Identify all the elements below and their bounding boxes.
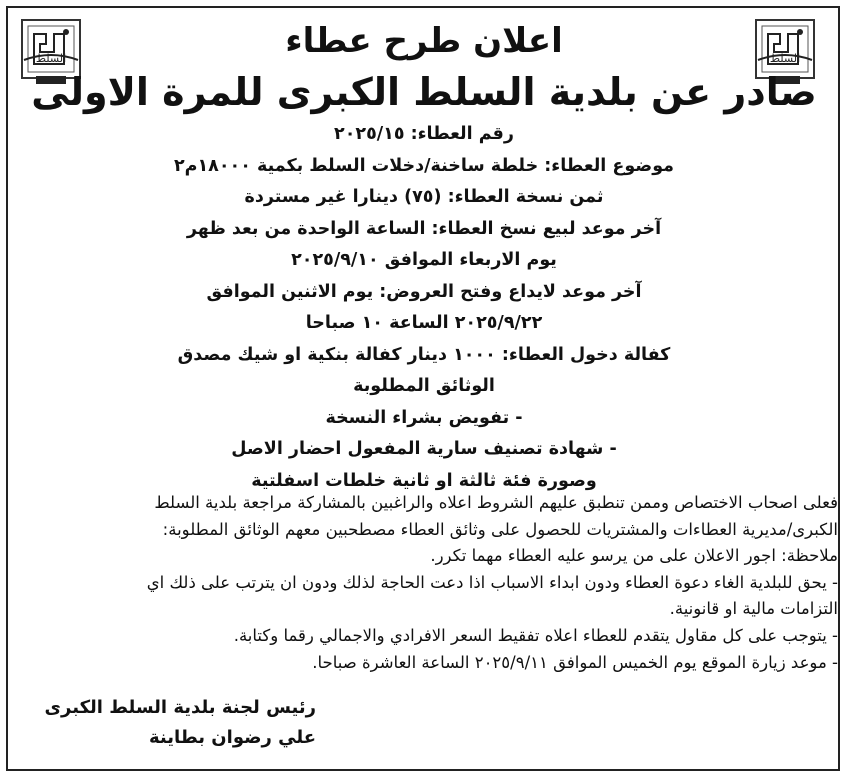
- terms-line: فعلى اصحاب الاختصاص وممن تنطبق عليهم الشروط اعلاه والراغبين بالمشاركة مراجعة بلدية السلط: [154, 493, 838, 512]
- required-documents-heading: الوثائق المطلوبة: [353, 376, 495, 396]
- tender-details: [60, 119, 788, 497]
- terms-line: - يحق للبلدية الغاء دعوة العطاء ودون ابداء الاسباب اذا دعت الحاجة لذلك ودون ان يترتب على ذلك اي: [146, 572, 838, 592]
- sale-deadline: آخر موعد لبيع نسخ العطاء: الساعة الواحدة من بعد ظهر: [186, 218, 662, 239]
- required-document-item: - شهادة تصنيف سارية المفعول احضار الاصل: [231, 439, 617, 459]
- terms-line: - يتوجب على كل مقاول يتقدم للعطاء اعلاه تفقيط السعر الافرادي والاجمالي رقما وكتابة.: [233, 625, 838, 645]
- required-document-item: وصورة فئة ثالثة او ثانية خلطات اسفلتية: [251, 470, 597, 491]
- tender-terms: [10, 490, 838, 676]
- svg-text:السلط: السلط: [35, 52, 67, 65]
- submission-deadline: آخر موعد لايداع وفتح العروض: يوم الاثنين الموافق: [206, 281, 642, 302]
- sale-deadline-date: يوم الاربعاء الموافق ٢٠٢٥/٩/١٠: [291, 250, 557, 270]
- tender-guarantee: كفالة دخول العطاء: ١٠٠٠ دينار كفالة بنكية او شيك مصدق: [177, 344, 671, 365]
- note-line: ملاحظة: اجور الاعلان على من يرسو عليه العطاء مهما تكرر.: [430, 546, 838, 566]
- signatory-title: رئيس لجنة بلدية السلط الكبرى: [44, 697, 316, 718]
- tender-subject: موضوع العطاء: خلطة ساخنة/دخلات السلط بكمية ١٨٠٠٠م٢: [173, 155, 675, 176]
- signatory-name: علي رضوان بطاينة: [148, 727, 316, 748]
- tender-copy-price: ثمن نسخة العطاء: (٧٥) دينارا غير مستردة: [244, 187, 604, 207]
- announcement-title: اعلان طرح عطاء: [285, 21, 563, 61]
- site-visit-line: - موعد زيارة الموقع يوم الخميس الموافق ٢٠٢٥/٩/١١ الساعة العاشرة صباحا.: [312, 652, 838, 672]
- terms-line: الكبرى/مديرية العطاءات والمشتريات للحصول على وثائق العطاء مصطحبين معهم الوثائق المطلوبة:: [162, 519, 838, 539]
- required-document-item: - تفويض بشراء النسخة: [325, 407, 523, 428]
- svg-text:السلط: السلط: [769, 52, 801, 65]
- announcement-subtitle: صادر عن بلدية السلط الكبرى للمرة الاولى: [31, 70, 817, 114]
- submission-deadline-date: ٢٠٢٥/٩/٢٢ الساعة ١٠ صباحا: [305, 313, 543, 333]
- signature-block: [16, 693, 316, 753]
- terms-line: التزامات مالية او قانونية.: [669, 599, 838, 619]
- tender-number: رقم العطاء: ٢٠٢٥/١٥: [334, 124, 514, 144]
